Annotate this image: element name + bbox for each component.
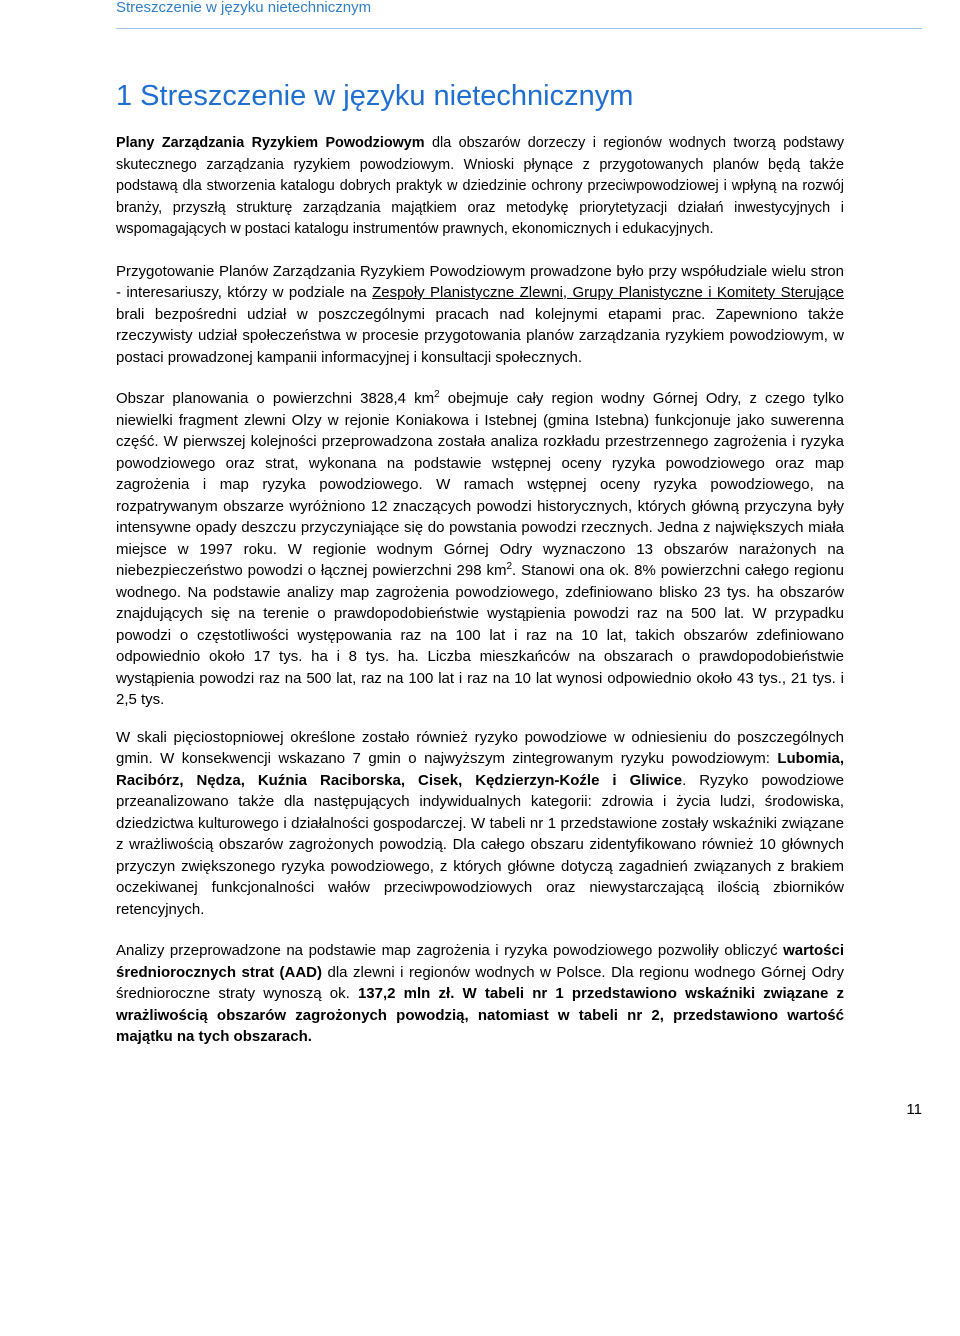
paragraph-3 — [116, 388, 844, 711]
paragraph-5-bold-a: wartości średniorocznych strat (AAD) — [116, 942, 844, 981]
paragraph-2-underlined: Zespoły Planistyczne Zlewni, Grupy Planistyczne i Komitety Sterujące — [372, 284, 844, 301]
paragraph-4-text-b: . Ryzyko powodziowe przeanalizowano także dla następujących indywidualnych kategorii: zdrowia i życia ludzi, środowiska, dziedzictwa kulturowego i działalności gospodarczej. W tabeli nr 1 przedstawione zostały wskaźniki związane z wrażliwością obszarów zagrożonych powodzią. Dla całego obszaru zidentyfikowano również 10 głównych przyczyn zwiększonego ryzyka powodziowego, z których główne dotyczą zagadnień związanych z brakiem oczekiwanej funkcjonalności wałów przeciwpowodziowych oraz niewystarczającą ilością zbiorników retencyjnych. — [116, 771, 844, 918]
paragraph-2-text-a: Przygotowanie Planów Zarządzania Ryzykiem Powodziowym prowadzone było przy współudziale wielu stron - interesariuszy, którzy w podziale na — [116, 262, 844, 301]
document-body — [116, 133, 844, 1066]
paragraph-1-text: dla obszarów dorzeczy i regionów wodnych tworzą podstawy skutecznego zarządzania ryzykiem powodziowym. Wnioski płynące z przygotowanych planów będą także podstawą dla stworzenia katalogu dobrych praktyk w dziedzinie ochrony przeciwpowodziowej i wpłyną na rozwój branży, przyszłą strukturę zarządzania majątkiem oraz metodykę priorytetyzacji działań inwestycyjnych i wspomagających w postaci katalogu instrumentów prawnych, ekonomicznych i edukacyjnych. — [116, 135, 845, 237]
paragraph-4 — [116, 727, 844, 921]
paragraph-5-text-b: dla zlewni i regionów wodnych w Polsce. Dla regionu wodnego Górnej Odry średnioroczne straty wynoszą ok. — [116, 963, 844, 1002]
paragraph-1-lead: Plany Zarządzania Ryzykiem Powodziowym — [116, 135, 425, 151]
paragraph-5-text-a: Analizy przeprowadzone na podstawie map zagrożenia i ryzyka powodziowego pozwoliły obliczyć — [116, 942, 784, 959]
paragraph-2-text-b: brali bezpośredni udział w poszczególnymi pracach nad kolejnymi etapami prac. Zapewniono także rzeczywisty udział społeczeństwa w procesie przygotowania planów zarządzania ryzykiem powodziowym, w postaci prowadzonej kampanii informacyjnej i konsultacji społecznych. — [116, 305, 844, 366]
superscript-area-unit: 2 — [434, 389, 440, 400]
paragraph-3-text-c: . Stanowi ona ok. 8% powierzchni całego regionu wodnego. Na podstawie analizy map zagrożenia powodziowego, zdefiniowano blisko 23 tys. ha obszarów znajdujących się na terenie o prawdopodobieństwie wystąpienia powodzi raz na 500 lat. W przypadku powodzi o częstotliwości występowania raz na 100 lat i raz na 10 lat, takich obszarów zdefiniowano odpowiednio około 17 tys. ha i 8 tys. ha. Liczba mieszkańców na obszarach o prawdopodobieństwie wystąpienia powodzi raz na 500 lat, raz na 100 lat i raz na 10 lat wynosi odpowiednio około 43 tys., 21 tys. i 2,5 tys. — [116, 562, 844, 708]
paragraph-5 — [116, 940, 844, 1048]
paragraph-5-bold-b: 137,2 mln zł. W tabeli nr 1 przedstawiono wskaźniki związane z wrażliwością obszarów zagrożonych powodzią, natomiast w tabeli nr 2, przedstawiono wartość majątku na tych obszarach. — [116, 985, 844, 1045]
paragraph-4-municipalities: Lubomia, Racibórz, Nędza, Kuźnia Raciborska, Cisek, Kędzierzyn-Koźle i Gliwice — [116, 750, 844, 789]
page-title: 1 Streszczenie w języku nietechnicznym — [116, 80, 634, 112]
paragraph-1 — [116, 133, 844, 241]
running-header: Streszczenie w języku nietechnicznym — [116, 0, 372, 16]
paragraph-4-text-a: W skali pięciostopniowej określone zostało również ryzyko powodziowe w odniesieniu do poszczególnych gmin. W konsekwencji wskazano 7 gmin o najwyższym zintegrowanym ryzyku powodziowym: — [116, 728, 844, 767]
paragraph-3-text-a: Obszar planowania o powierzchni 3828,4 km — [116, 390, 435, 407]
header-divider — [116, 28, 922, 29]
paragraph-2 — [116, 261, 844, 369]
superscript-area-unit-2: 2 — [506, 561, 512, 572]
page-number: 11 — [906, 1101, 922, 1118]
paragraph-3-text-b: obejmuje cały region wodny Górnej Odry, z czego tylko niewielki fragment zlewni Olzy w rejonie Koniakowa i Istebnej (gmina Istebna) funkcjonuje jako suwerenna część. W pierwszej kolejności przeprowadzona została analiza rozkładu przestrzennego zagrożenia i ryzyka powodziowego oraz strat, wykonana na podstawie wstępnej oceny ryzyka powodziowego oraz map zagrożenia i map ryzyka powodziowego. W ramach wstępnej oceny ryzyka powodziowego, na rozpatrywanym obszarze wyróżniono 12 znaczących powodzi historycznych, których główną przyczyna były intensywne opady deszczu przyczyniające się do powstania powodzi rzecznych. Jedna z największych miała miejsce w 1997 roku. W regionie wodnym Górnej Odry wyznaczono 13 obszarów narażonych na niebezpieczeństwo powodzi o łącznej powierzchni 298 km — [116, 390, 845, 579]
